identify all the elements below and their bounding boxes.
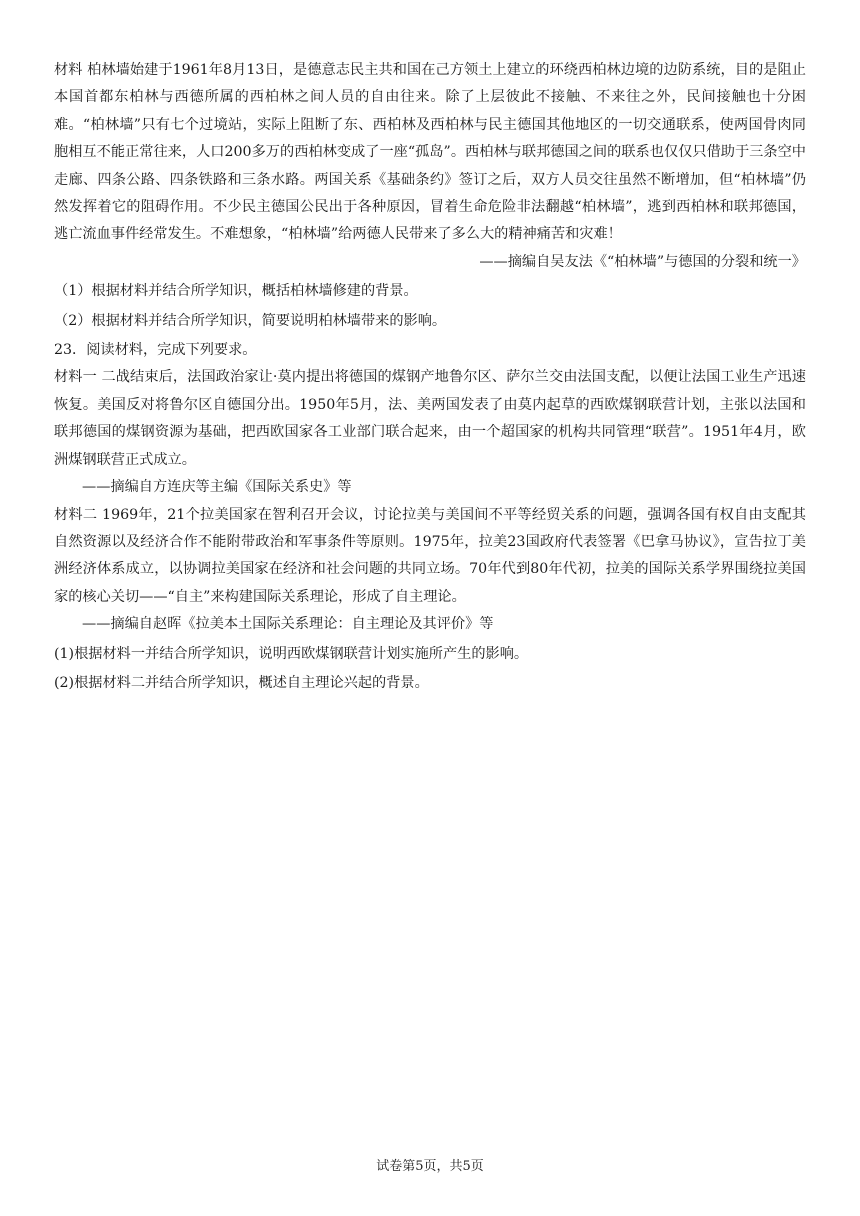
- q23-material-2: 材料二 1969年，21个拉美国家在智利召开会议，讨论拉美与美国间不平等经贸关系的问题，强调各国有权自由支配其自然资源以及经济合作不能附带政治和军事条件等原则。1975年，拉美23国政府代表签署《巴拿马协议》，宣告拉丁美洲经济体系成立，以协调拉美国家在经济和社会问题的共同立场。70年代到80年代初，拉美的国际关系学界围绕拉美国家的核心关切——“自主”来构建国际关系理论，形成了自主理论。: [54, 506, 806, 605]
- q23-question-1: (1)根据材料一并结合所学知识，说明西欧煤钢联营计划实施所产生的影响。: [54, 645, 529, 662]
- q23-material-1: 材料一 二战结束后，法国政治家让·莫内提出将德国的煤钢产地鲁尔区、萨尔兰交由法国支配，以便让法国工业生产迅速恢复。美国反对将鲁尔区自德国分出。1950年5月，法、美两国发表了由莫内起草的西欧煤钢联营计划，主张以法国和联邦德国的煤钢资源为基础，把西欧国家各工业部门联合起来，由一个超国家的机构共同管理“联营”。1951年4月，欧洲煤钢联营正式成立。: [54, 369, 806, 468]
- page-footer: 试卷第5页，共5页: [376, 1159, 484, 1174]
- q22-source: ——摘编自吴友法《“柏林墙”与德国的分裂和统一》: [479, 253, 806, 270]
- q22-question-2: （2）根据材料并结合所学知识，简要说明柏林墙带来的影响。: [54, 312, 447, 329]
- exam-page-content: [54, 57, 806, 697]
- q23-heading: 23．阅读材料，完成下列要求。: [54, 342, 257, 359]
- q22-question-1: （1）根据材料并结合所学知识，概括柏林墙修建的背景。: [54, 283, 418, 300]
- q23-question-2: (2)根据材料二并结合所学知识，概述自主理论兴起的背景。: [54, 674, 429, 691]
- q22-material: 材料 柏林墙始建于1961年8月13日，是德意志民主共和国在己方领土上建立的环绕西柏林边境的边防系统，目的是阻止本国首都东柏林与西德所属的西柏林之间人员的自由往来。除了上层彼此不接触、不来往之外，民间接触也十分困难。“柏林墙”只有七个过境站，实际上阻断了东、西柏林及西柏林与民主德国其他地区的一切交通联系，使两国骨肉同胞相互不能正常往来，人口200多万的西柏林变成了一座“孤岛”。西柏林与联邦德国之间的联系也仅仅只借助于三条空中走廊、四条公路、四条铁路和三条水路。两国关系《基础条约》签订之后，双方人员交往虽然不断增加，但“柏林墙”仍然发挥着它的阻碍作用。不少民主德国公民出于各种原因，冒着生命危险非法翻越“柏林墙”，逃到西柏林和联邦德国，逃亡流血事件经常发生。不难想象，“柏林墙”给两德人民带来了多么大的精神痛苦和灾难！: [54, 62, 806, 243]
- q23-source-2: ——摘编自赵晖《拉美本土国际关系理论：自主理论及其评价》等: [82, 616, 494, 633]
- q23-source-1: ——摘编自方连庆等主编《国际关系史》等: [82, 479, 352, 496]
